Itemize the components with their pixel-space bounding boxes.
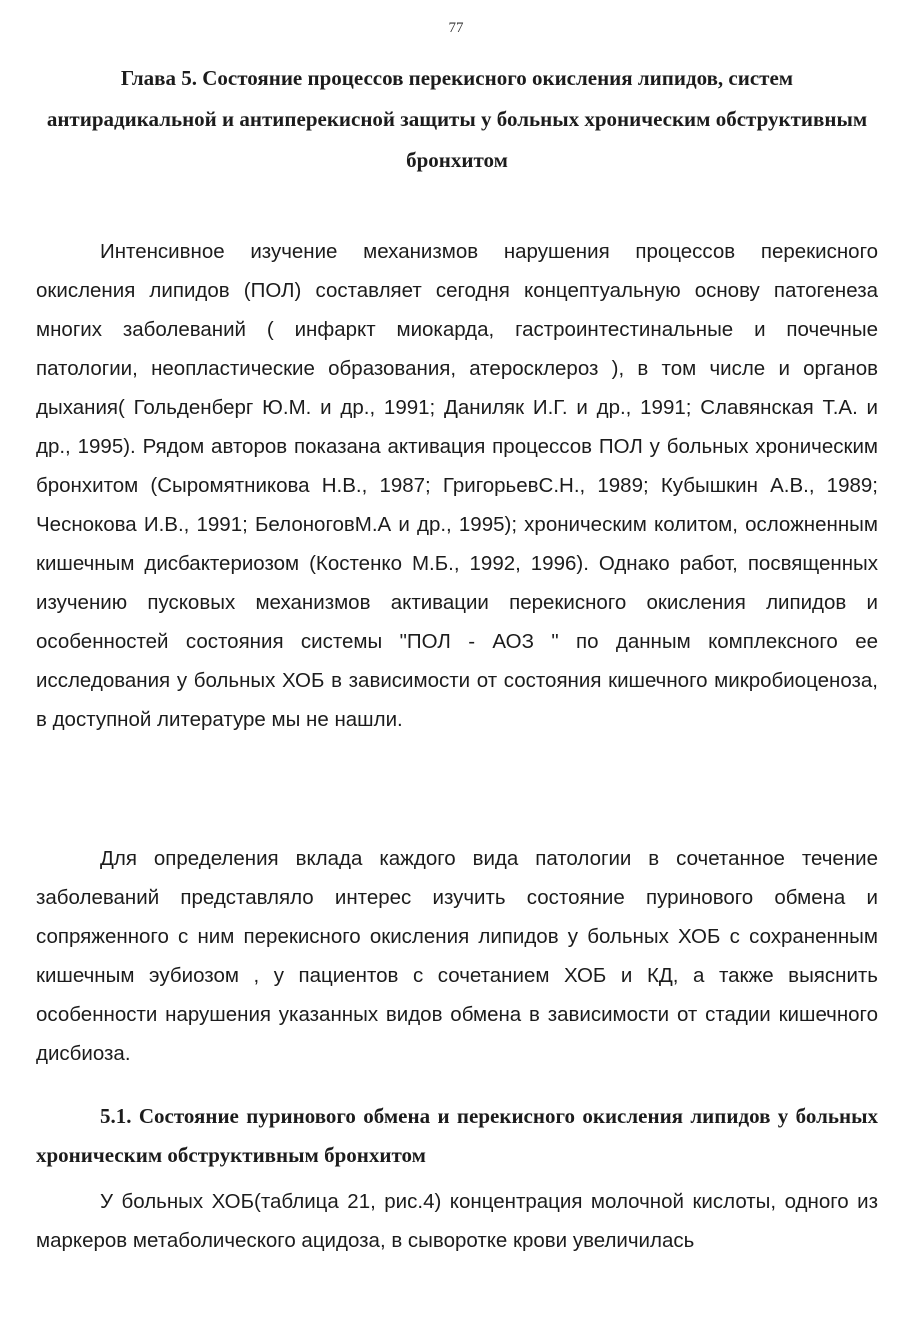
paragraph-intro: Интенсивное изучение механизмов нарушения процессов перекисного окисления липидов (ПОЛ) составляет сегодня концептуальную основу патогенеза многих заболеваний ( инфаркт миокарда, гастроинтестинальные и почечные патологии, неопластические образования, атеросклероз ), в том числе и органов дыхания( Гольденберг Ю.М. и др., 1991; Даниляк И.Г. и др., 1991; Славянская Т.А. и др., 1995). Рядом авторов показана активация процессов ПОЛ у больных хроническим бронхитом (Сыромятникова Н.В., 1987; ГригорьевС.Н., 1989; Кубышкин А.В., 1989; Чеснокова И.В., 1991; БелоноговМ.А и др., 1995); хроническим колитом, осложненным кишечным дисбактериозом (Костенко М.Б., 1992, 1996). Однако работ, посвященных изучению пусковых механизмов активации перекисного окисления липидов и особенностей состояния системы "ПОЛ - АОЗ " по данным комплексного ее исследования у больных ХОБ в зависимости от состояния кишечного микробиоценоза, в доступной литературе мы не нашли. <box>36 240 878 731</box>
chapter-title: Глава 5. Состояние процессов перекисного окисления липидов, систем антирадикальной и антиперекисной защиты у больных хроническим обструктивным бронхитом <box>46 66 868 172</box>
paragraph-purpose: Для определения вклада каждого вида патологии в сочетанное течение заболеваний представляло интерес изучить состояние пуринового обмена и сопряженного с ним перекисного окисления липидов у больных ХОБ с сохраненным кишечным эубиозом , у пациентов с сочетанием ХОБ и КД, а также выяснить особенности нарушения указанных видов обмена в зависимости от стадии кишечного дисбиоза. <box>36 847 878 1065</box>
section-title: 5.1. Состояние пуринового обмена и перекисного окисления липидов у больных хроническим обструктивным бронхитом <box>36 1104 878 1167</box>
page-number: 77 <box>448 20 464 36</box>
section-paragraph: У больных ХОБ(таблица 21, рис.4) концентрация молочной кислоты, одного из маркеров метаболического ацидоза, в сыворотке крови увеличилась <box>36 1190 878 1252</box>
